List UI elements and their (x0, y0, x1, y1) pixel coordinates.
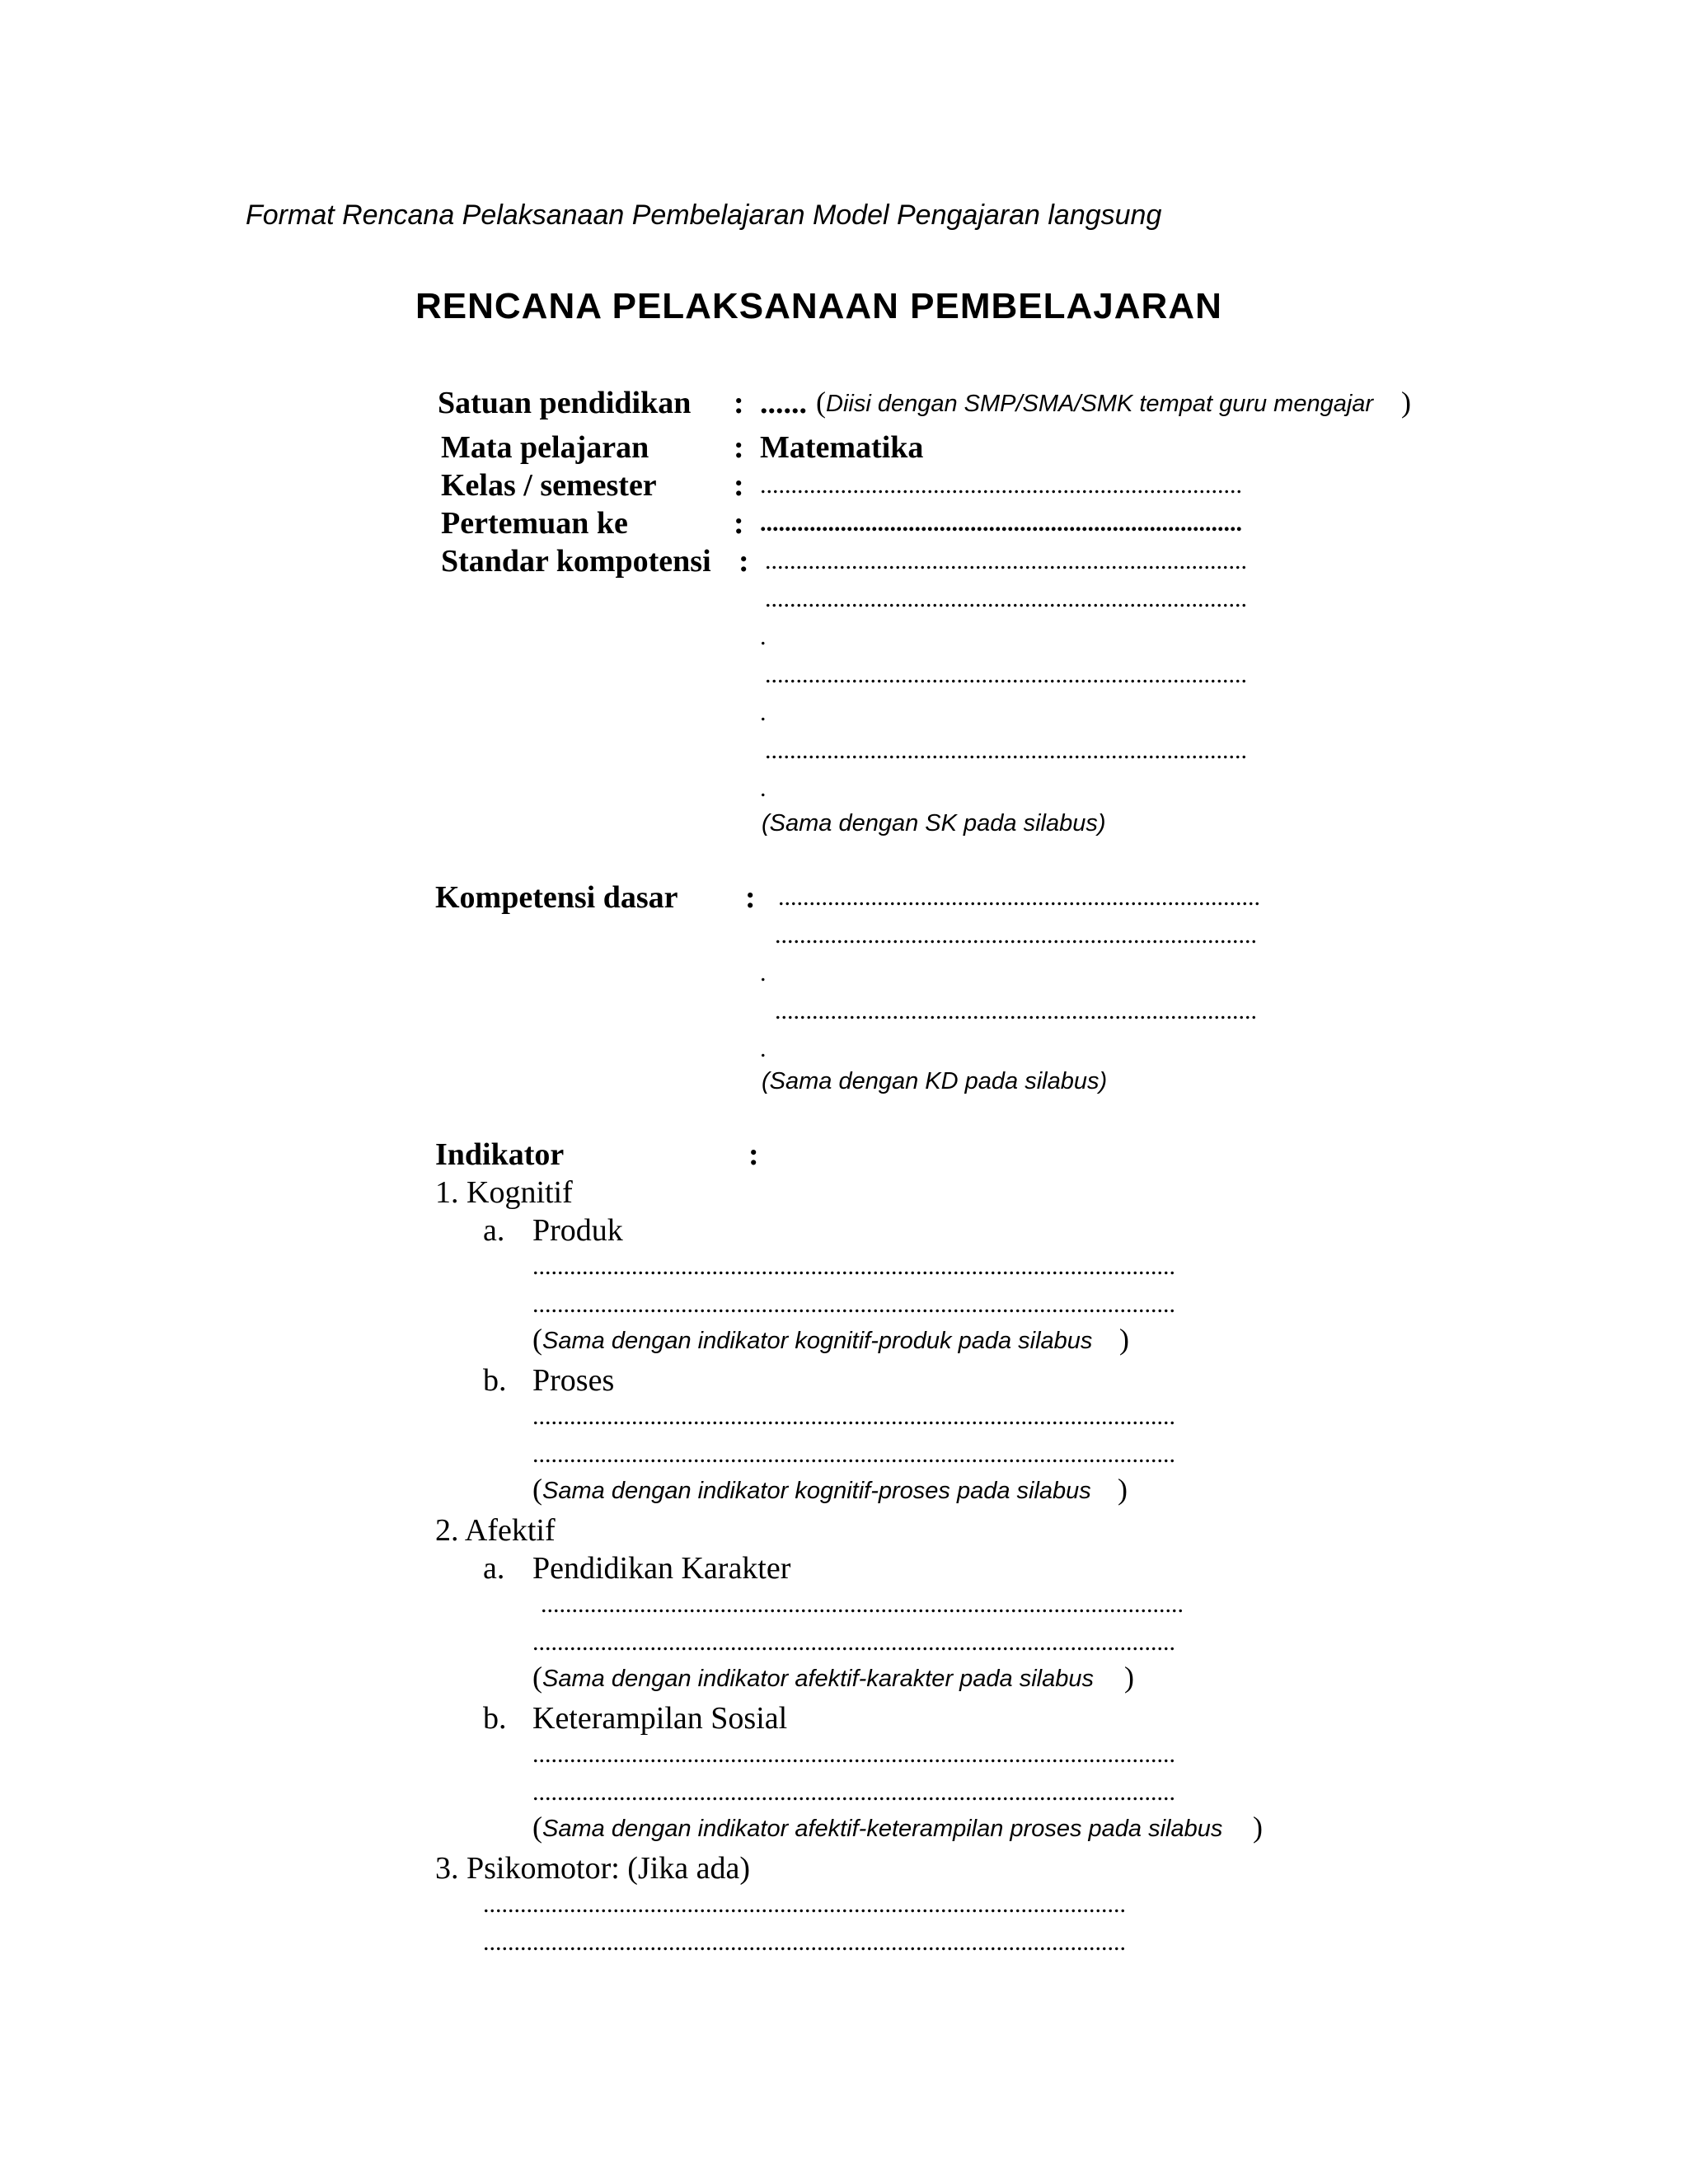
produk-note: Sama dengan indikator kognitif-produk pada silabus (542, 1328, 1093, 1354)
kd-dot-2: . (760, 961, 767, 986)
psikomotor-heading: 3. Psikomotor: (Jika ada) (435, 1851, 751, 1886)
sosial-dots-1: ........................................................................................................ (532, 1742, 1175, 1767)
sk-dots-4: .............................................................................. (765, 738, 1247, 763)
produk-marker: a. (483, 1213, 505, 1248)
kd-dots-1: .............................................................................. (778, 885, 1260, 910)
kd-label: Kompetensi dasar (435, 880, 678, 915)
sosial-note: Sama dengan indikator afektif-keterampilan proses pada silabus (542, 1816, 1223, 1842)
psikomotor-dots-2: ........................................................................................................ (483, 1930, 1126, 1955)
produk-dots-2: ........................................................................................................ (532, 1292, 1175, 1317)
sk-dots-2: .............................................................................. (765, 587, 1247, 612)
kd-dots-2: .............................................................................. (775, 923, 1257, 948)
kelas-dots: .............................................................................. (760, 473, 1242, 498)
kelas-label: Kelas / semester (441, 468, 657, 503)
sk-dot-3: . (760, 701, 767, 725)
satuan-value: ...... (760, 386, 807, 420)
kd-colon: : (745, 880, 756, 915)
proses-note: Sama dengan indikator kognitif-proses pada silabus (542, 1478, 1091, 1504)
sk-dot-2: . (760, 625, 767, 649)
sk-note: (Sama dengan SK pada silabus) (762, 810, 1106, 837)
sosial-label: Keterampilan Sosial (532, 1701, 788, 1736)
satuan-paren-open: ( (816, 386, 826, 419)
produk-paren-open: ( (532, 1323, 542, 1356)
kd-note: (Sama dengan KD pada silabus) (762, 1068, 1108, 1094)
satuan-label: Satuan pendidikan (438, 386, 692, 420)
document-title: RENCANA PELAKSANAAN PEMBELAJARAN (415, 286, 1222, 326)
sk-colon: : (738, 544, 749, 579)
karakter-dots-2: ........................................................................................................ (532, 1630, 1175, 1655)
satuan-paren-close: ) (1401, 386, 1411, 419)
karakter-marker: a. (483, 1551, 505, 1586)
indikator-colon: : (748, 1137, 759, 1172)
proses-dots-1: ........................................................................................................ (532, 1404, 1175, 1429)
sk-dots-1: .............................................................................. (765, 549, 1247, 574)
satuan-colon: : (734, 386, 744, 420)
mapel-label: Mata pelajaran (441, 430, 649, 465)
indikator-label: Indikator (435, 1137, 565, 1172)
kd-dots-3: .............................................................................. (775, 999, 1257, 1024)
kognitif-heading: 1. Kognitif (435, 1175, 573, 1210)
satuan-note: Diisi dengan SMP/SMA/SMK tempat guru mengajar (826, 391, 1374, 417)
sosial-dots-2: ........................................................................................................ (532, 1780, 1175, 1805)
pertemuan-colon: : (734, 506, 744, 541)
karakter-dots-1: ........................................................................................................ (541, 1592, 1184, 1617)
psikomotor-dots-1: ........................................................................................................ (483, 1892, 1126, 1917)
mapel-value: Matematika (760, 430, 924, 465)
sk-label: Standar kompotensi (441, 544, 711, 579)
pertemuan-dots: .............................................................................. (760, 511, 1242, 536)
kd-dot-3: . (760, 1037, 767, 1062)
karakter-paren-close: ) (1124, 1661, 1134, 1694)
sk-dots-3: .............................................................................. (765, 663, 1247, 687)
produk-paren-close: ) (1119, 1323, 1129, 1356)
produk-label: Produk (532, 1213, 623, 1248)
produk-dots-1: ........................................................................................................ (532, 1254, 1175, 1279)
karakter-paren-open: ( (532, 1661, 542, 1694)
header-note: Format Rencana Pelaksanaan Pembelajaran Model Pengajaran langsung (246, 199, 1162, 231)
sosial-marker: b. (483, 1701, 507, 1736)
afektif-heading: 2. Afektif (435, 1513, 556, 1548)
proses-paren-close: ) (1118, 1473, 1128, 1506)
proses-marker: b. (483, 1363, 507, 1398)
sosial-paren-close: ) (1253, 1811, 1263, 1844)
proses-paren-open: ( (532, 1473, 542, 1506)
sk-dot-4: . (760, 776, 767, 801)
karakter-label: Pendidikan Karakter (532, 1551, 791, 1586)
pertemuan-label: Pertemuan ke (441, 506, 628, 541)
mapel-colon: : (734, 430, 744, 465)
proses-label: Proses (532, 1363, 615, 1398)
karakter-note: Sama dengan indikator afektif-karakter pada silabus (542, 1666, 1094, 1692)
proses-dots-2: ........................................................................................................ (532, 1442, 1175, 1467)
kelas-colon: : (734, 468, 744, 503)
sosial-paren-open: ( (532, 1811, 542, 1844)
